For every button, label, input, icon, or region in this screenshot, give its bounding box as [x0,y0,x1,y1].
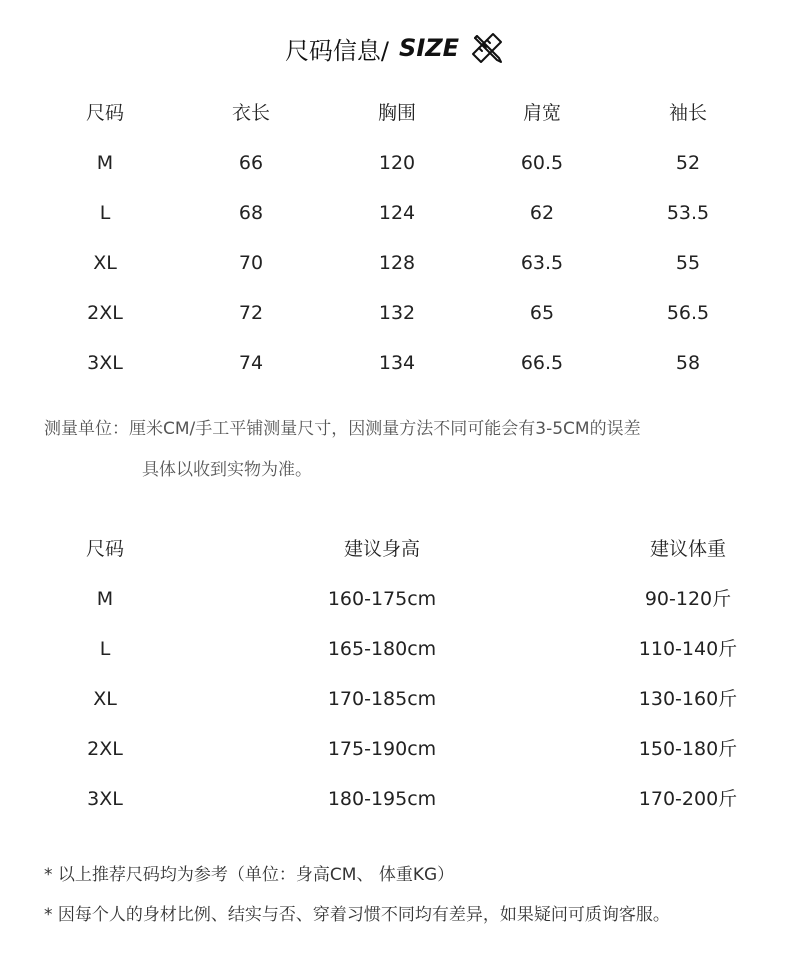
cell-height: 180-195cm [327,788,437,810]
cell-chest: 124 [378,202,416,224]
cell-sleeve: 56.5 [666,302,710,324]
table-row [0,238,790,288]
cell-weight: 170-200斤 [638,788,738,810]
cell-size: 2XL [87,302,123,324]
cell-size: M [96,152,114,174]
cell-size: L [99,638,111,660]
cell-shoulder: 60.5 [520,152,564,174]
cell-chest: 134 [378,352,416,374]
measure-note: 测量单位：厘米CM/手工平铺测量尺寸，因测量方法不同可能会有3-5CM的误差 [44,419,641,439]
cell-size: 3XL [87,788,123,810]
cell-sleeve: 53.5 [666,202,710,224]
title-en: SIZE [399,34,460,62]
table-row [0,188,790,238]
footnote-reference: * 以上推荐尺码均为参考（单位：身高CM、 体重KG） [44,865,455,885]
cell-shoulder: 62 [529,202,555,224]
cell-size: M [96,588,114,610]
table-row [0,288,790,338]
header-shoulder: 肩宽 [522,102,561,124]
cell-weight: 110-140斤 [638,638,738,660]
cell-length: 72 [238,302,264,324]
table-row [0,574,790,624]
cell-shoulder: 66.5 [520,352,564,374]
header-sleeve: 袖长 [668,102,707,124]
cell-height: 165-180cm [327,638,437,660]
cell-height: 175-190cm [327,738,437,760]
cell-shoulder: 63.5 [520,252,564,274]
cell-sleeve: 52 [675,152,701,174]
cell-weight: 90-120斤 [644,588,732,610]
cell-sleeve: 58 [675,352,701,374]
header-chest: 胸围 [377,102,416,124]
cell-shoulder: 65 [529,302,555,324]
table-row [0,338,790,388]
title-cn: 尺码信息/ [284,36,390,65]
header-length: 衣长 [231,102,270,124]
cell-weight: 150-180斤 [638,738,738,760]
cell-size: XL [93,252,117,274]
cell-size: XL [93,688,117,710]
cell-size: L [99,202,111,224]
cell-length: 74 [238,352,264,374]
cell-length: 70 [238,252,264,274]
header-weight: 建议体重 [649,538,726,560]
size-table [0,88,790,388]
header-size: 尺码 [85,538,124,560]
cell-size: 2XL [87,738,123,760]
ruler-pencil-icon [469,30,505,66]
cell-sleeve: 55 [675,252,701,274]
cell-height: 160-175cm [327,588,437,610]
cell-size: 3XL [87,352,123,374]
page-title [0,30,790,66]
table-row [0,624,790,674]
recommend-table-header [0,524,790,574]
measure-note-detail: 具体以收到实物为准。 [142,460,312,480]
recommend-table [0,524,790,824]
cell-chest: 132 [378,302,416,324]
header-height: 建议身高 [343,538,420,560]
size-table-header [0,88,790,138]
cell-length: 68 [238,202,264,224]
cell-chest: 128 [378,252,416,274]
footnote-variance: * 因每个人的身材比例、结实与否、穿着习惯不同均有差异，如果疑问可质询客服。 [44,905,670,925]
table-row [0,138,790,188]
header-size: 尺码 [85,102,124,124]
table-row [0,774,790,824]
cell-length: 66 [238,152,264,174]
cell-chest: 120 [378,152,416,174]
cell-height: 170-185cm [327,688,437,710]
table-row [0,674,790,724]
table-row [0,724,790,774]
cell-weight: 130-160斤 [638,688,738,710]
